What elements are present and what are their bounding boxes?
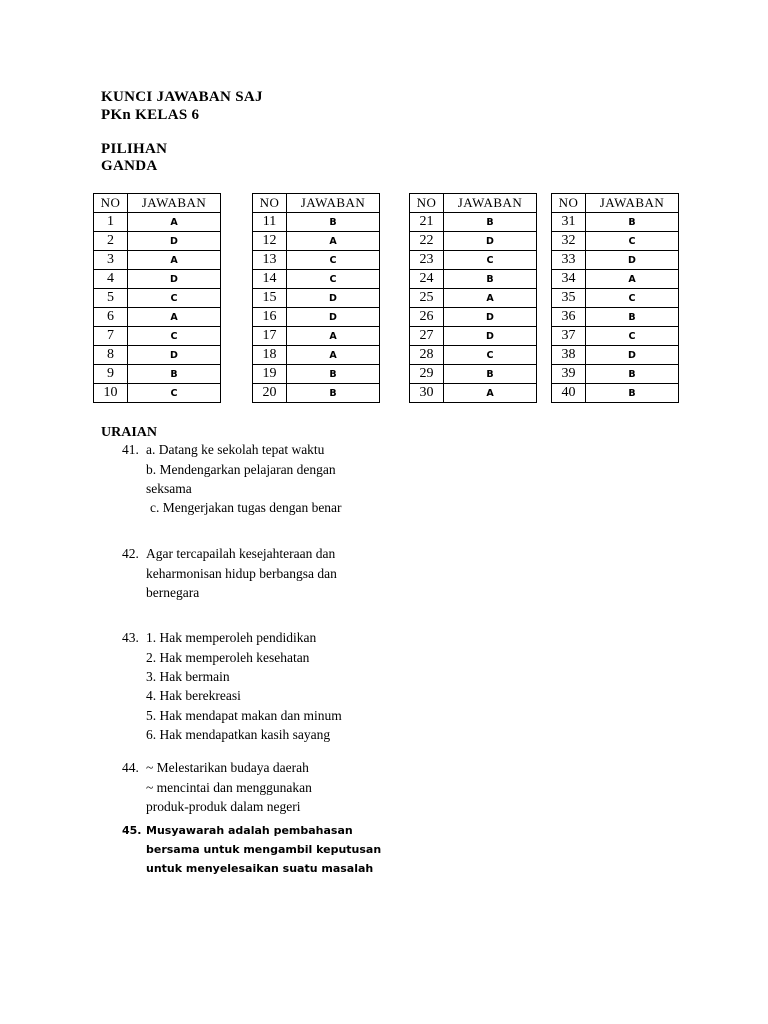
answer-45-line1: Musyawarah adalah pembahasan (146, 824, 353, 837)
question-number-cell: 35 (552, 289, 586, 308)
question-number-cell: 17 (253, 327, 287, 346)
question-number-cell: 34 (552, 270, 586, 289)
question-number-cell: 21 (410, 213, 444, 232)
table-header-row (253, 194, 380, 213)
table-row (552, 232, 679, 251)
table-row (253, 289, 380, 308)
table-row (94, 213, 221, 232)
answer-cell: B (444, 213, 537, 232)
column-header-no: NO (552, 194, 586, 213)
answer-cell: C (287, 270, 380, 289)
question-number-cell: 12 (253, 232, 287, 251)
answer-45-line2: bersama untuk mengambil keputusan (146, 843, 382, 856)
section-label-pilihan: PILIHAN (101, 141, 168, 157)
question-number-cell: 4 (94, 270, 128, 289)
question-number-cell: 26 (410, 308, 444, 327)
question-number-cell: 7 (94, 327, 128, 346)
answer-cell: A (444, 384, 537, 403)
question-number-cell: 33 (552, 251, 586, 270)
section-label-ganda: GANDA (101, 158, 158, 174)
table-row (94, 327, 221, 346)
answer-43-item: 1. Hak memperoleh pendidikan (146, 630, 317, 645)
answer-cell: D (444, 327, 537, 346)
answer-table-3 (409, 193, 537, 403)
question-number-cell: 29 (410, 365, 444, 384)
table-row (94, 308, 221, 327)
table-row (253, 308, 380, 327)
answer-42-line3: bernegara (146, 585, 200, 600)
answer-44-line3: produk-produk dalam negeri (146, 799, 301, 814)
question-number-cell: 23 (410, 251, 444, 270)
table-header-row (94, 194, 221, 213)
answer-cell: D (586, 251, 679, 270)
question-number-cell: 9 (94, 365, 128, 384)
uraian-heading: URAIAN (101, 425, 157, 440)
table-row (410, 365, 537, 384)
table-row (410, 289, 537, 308)
question-number-cell: 15 (253, 289, 287, 308)
answer-cell: B (287, 213, 380, 232)
table-row (552, 213, 679, 232)
question-number-cell: 10 (94, 384, 128, 403)
table-row (94, 365, 221, 384)
answer-cell: B (586, 384, 679, 403)
table-row (253, 346, 380, 365)
table-row (94, 232, 221, 251)
answer-43-item: 6. Hak mendapatkan kasih sayang (146, 727, 331, 742)
answer-43-item: 4. Hak berekreasi (146, 688, 241, 703)
column-header-no: NO (410, 194, 444, 213)
answer-cell: B (586, 213, 679, 232)
question-number-cell: 18 (253, 346, 287, 365)
answer-cell: A (444, 289, 537, 308)
table-row (410, 232, 537, 251)
question-number-cell: 39 (552, 365, 586, 384)
table-row (94, 251, 221, 270)
question-number-cell: 8 (94, 346, 128, 365)
table-row (410, 327, 537, 346)
answer-43-item: 5. Hak mendapat makan dan minum (146, 708, 342, 723)
answer-45-line3: untuk menyelesaikan suatu masalah (146, 862, 374, 875)
answer-cell: D (128, 232, 221, 251)
question-number-cell: 24 (410, 270, 444, 289)
question-number-cell: 16 (253, 308, 287, 327)
table-row (94, 289, 221, 308)
doc-subtitle: PKn KELAS 6 (101, 107, 200, 123)
answer-cell: A (287, 346, 380, 365)
column-header-no: NO (94, 194, 128, 213)
answer-43-item: 2. Hak memperoleh kesehatan (146, 650, 310, 665)
table-row (94, 384, 221, 403)
answer-cell: B (287, 384, 380, 403)
question-41-number: 41. (122, 442, 139, 457)
question-number-cell: 27 (410, 327, 444, 346)
answer-41-a: a. Datang ke sekolah tepat waktu (146, 442, 325, 457)
table-row (253, 213, 380, 232)
question-number-cell: 25 (410, 289, 444, 308)
question-number-cell: 30 (410, 384, 444, 403)
answer-cell: B (586, 308, 679, 327)
table-row (253, 365, 380, 384)
question-number-cell: 3 (94, 251, 128, 270)
answer-cell: A (586, 270, 679, 289)
table-row (552, 327, 679, 346)
table-row (410, 308, 537, 327)
answer-cell: D (128, 270, 221, 289)
table-row (552, 289, 679, 308)
table-row (410, 213, 537, 232)
table-row (410, 270, 537, 289)
column-header-jawaban: JAWABAN (586, 194, 679, 213)
table-row (94, 346, 221, 365)
table-header-row (410, 194, 537, 213)
table-row (552, 308, 679, 327)
answer-42-line1: Agar tercapailah kesejahteraan dan (146, 546, 336, 561)
table-header-row (552, 194, 679, 213)
answer-cell: C (287, 251, 380, 270)
question-45-number: 45. (122, 824, 142, 837)
answer-cell: C (586, 232, 679, 251)
table-row (253, 384, 380, 403)
answer-cell: C (128, 384, 221, 403)
question-number-cell: 20 (253, 384, 287, 403)
answer-cell: A (287, 327, 380, 346)
answer-44-line2: ~ mencintai dan menggunakan (146, 780, 312, 795)
table-row (94, 270, 221, 289)
table-row (552, 346, 679, 365)
column-header-no: NO (253, 194, 287, 213)
answer-cell: D (287, 308, 380, 327)
table-row (552, 251, 679, 270)
table-row (253, 251, 380, 270)
answer-cell: A (128, 251, 221, 270)
answer-41-b-line1: b. Mendengarkan pelajaran dengan (146, 462, 336, 477)
question-number-cell: 2 (94, 232, 128, 251)
answer-cell: D (287, 289, 380, 308)
column-header-jawaban: JAWABAN (287, 194, 380, 213)
table-row (410, 346, 537, 365)
answer-table-4 (551, 193, 679, 403)
question-number-cell: 11 (253, 213, 287, 232)
answer-cell: B (287, 365, 380, 384)
table-row (253, 270, 380, 289)
answer-cell: C (444, 251, 537, 270)
table-row (410, 384, 537, 403)
answer-cell: C (586, 289, 679, 308)
answer-cell: A (287, 232, 380, 251)
table-row (253, 327, 380, 346)
question-number-cell: 5 (94, 289, 128, 308)
question-number-cell: 40 (552, 384, 586, 403)
answer-cell: C (128, 327, 221, 346)
doc-title: KUNCI JAWABAN SAJ (101, 89, 263, 105)
answer-cell: D (586, 346, 679, 365)
question-42-number: 42. (122, 546, 139, 561)
question-44-number: 44. (122, 760, 139, 775)
answer-cell: D (128, 346, 221, 365)
question-number-cell: 19 (253, 365, 287, 384)
question-number-cell: 22 (410, 232, 444, 251)
table-row (253, 232, 380, 251)
question-number-cell: 38 (552, 346, 586, 365)
question-number-cell: 14 (253, 270, 287, 289)
table-row (410, 251, 537, 270)
answer-cell: C (586, 327, 679, 346)
answer-cell: B (444, 365, 537, 384)
question-number-cell: 13 (253, 251, 287, 270)
answer-cell: D (444, 308, 537, 327)
column-header-jawaban: JAWABAN (128, 194, 221, 213)
answer-table-2 (252, 193, 380, 403)
answer-cell: C (128, 289, 221, 308)
answer-cell: D (444, 232, 537, 251)
answer-41-b-line2: seksama (146, 481, 192, 496)
answer-43-item: 3. Hak bermain (146, 669, 230, 684)
answer-42-line2: keharmonisan hidup berbangsa dan (146, 566, 337, 581)
table-row (552, 270, 679, 289)
answer-cell: B (444, 270, 537, 289)
answer-table-1 (93, 193, 221, 403)
answer-cell: B (128, 365, 221, 384)
question-number-cell: 31 (552, 213, 586, 232)
answer-cell: A (128, 213, 221, 232)
answer-41-c: c. Mengerjakan tugas dengan benar (150, 500, 342, 515)
question-number-cell: 6 (94, 308, 128, 327)
answer-cell: B (586, 365, 679, 384)
answer-cell: C (444, 346, 537, 365)
column-header-jawaban: JAWABAN (444, 194, 537, 213)
table-row (552, 384, 679, 403)
answer-cell: A (128, 308, 221, 327)
question-number-cell: 36 (552, 308, 586, 327)
question-43-number: 43. (122, 630, 139, 645)
table-row (552, 365, 679, 384)
question-number-cell: 1 (94, 213, 128, 232)
answer-44-line1: ~ Melestarikan budaya daerah (146, 760, 309, 775)
question-number-cell: 37 (552, 327, 586, 346)
question-number-cell: 32 (552, 232, 586, 251)
question-number-cell: 28 (410, 346, 444, 365)
